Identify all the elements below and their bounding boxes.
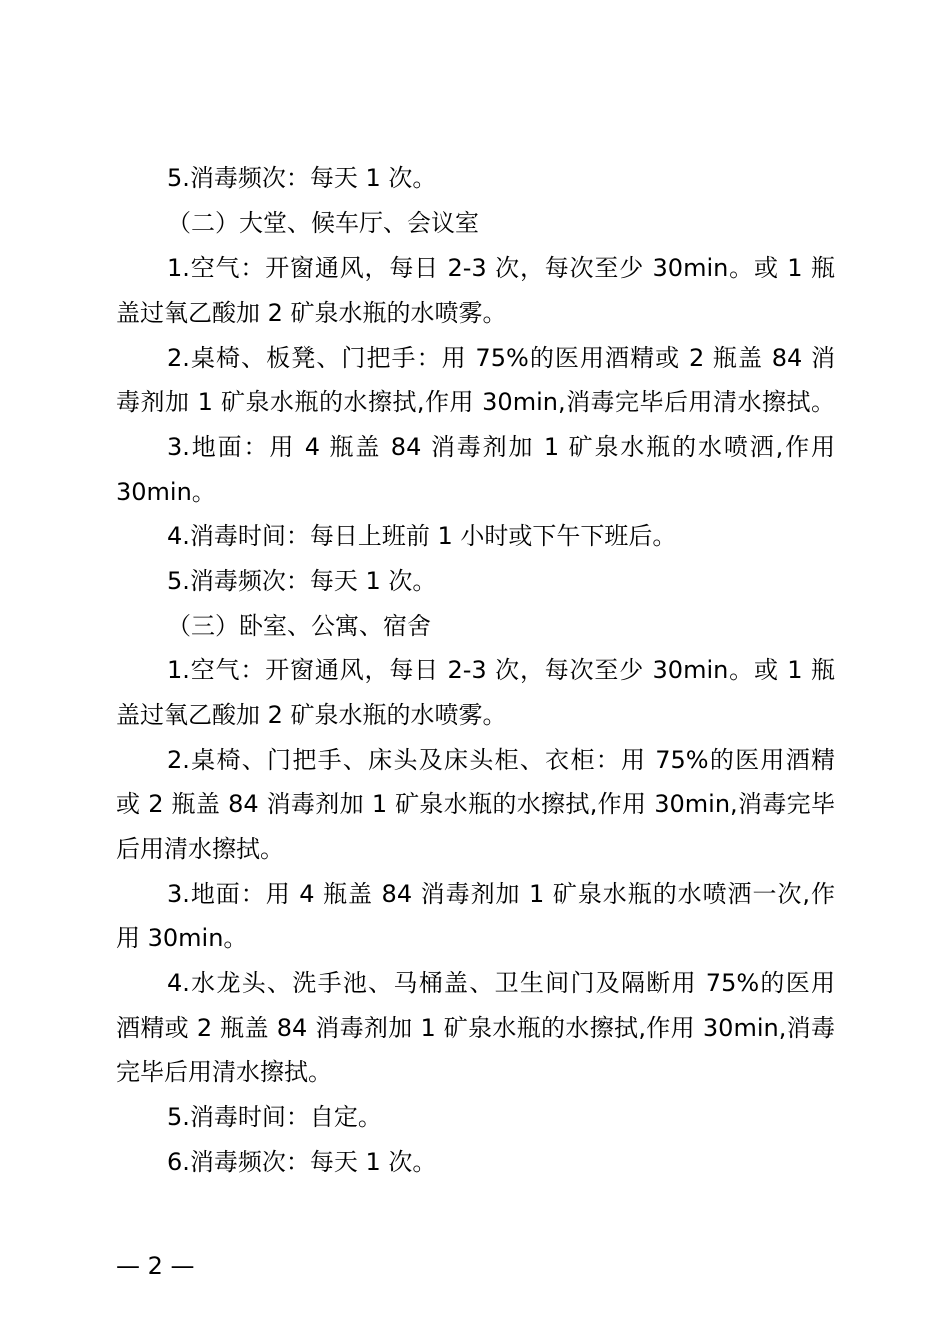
text-line: 盖过氧乙酸加 2 矿泉水瓶的水喷雾。 bbox=[116, 701, 507, 729]
text-line: 4.消毒时间：每日上班前 1 小时或下午下班后。 bbox=[167, 522, 677, 550]
text-line: 盖过氧乙酸加 2 矿泉水瓶的水喷雾。 bbox=[116, 299, 507, 327]
text-line: 1.空气：开窗通风，每日 2-3 次，每次至少 30min。或 1 瓶 bbox=[167, 254, 835, 282]
text-line: 3.地面：用 4 瓶盖 84 消毒剂加 1 矿泉水瓶的水喷洒,作用 bbox=[167, 433, 835, 461]
text-line: 毒剂加 1 矿泉水瓶的水擦拭,作用 30min,消毒完毕后用清水擦拭。 bbox=[116, 388, 835, 416]
page-number: — 2 — bbox=[116, 1252, 195, 1280]
text-line: 5.消毒频次：每天 1 次。 bbox=[167, 567, 437, 595]
text-line: 30min。 bbox=[116, 478, 216, 506]
text-line: 1.空气：开窗通风，每日 2-3 次，每次至少 30min。或 1 瓶 bbox=[167, 656, 835, 684]
text-line: 后用清水擦拭。 bbox=[116, 835, 284, 863]
section-heading: （三）卧室、公寓、宿舍 bbox=[167, 612, 431, 640]
text-line: 或 2 瓶盖 84 消毒剂加 1 矿泉水瓶的水擦拭,作用 30min,消毒完毕 bbox=[116, 790, 835, 818]
text-line: 6.消毒频次：每天 1 次。 bbox=[167, 1148, 437, 1176]
text-line: 用 30min。 bbox=[116, 924, 248, 952]
text-line: 2.桌椅、板凳、门把手：用 75%的医用酒精或 2 瓶盖 84 消 bbox=[167, 344, 835, 372]
text-line: 酒精或 2 瓶盖 84 消毒剂加 1 矿泉水瓶的水擦拭,作用 30min,消毒 bbox=[116, 1014, 835, 1042]
text-line: 3.地面：用 4 瓶盖 84 消毒剂加 1 矿泉水瓶的水喷洒一次,作 bbox=[167, 880, 835, 908]
text-line: 5.消毒频次：每天 1 次。 bbox=[167, 164, 437, 192]
text-line: 4.水龙头、洗手池、马桶盖、卫生间门及隔断用 75%的医用 bbox=[167, 969, 835, 997]
text-line: 5.消毒时间：自定。 bbox=[167, 1103, 382, 1131]
section-heading: （二）大堂、候车厅、会议室 bbox=[167, 209, 479, 237]
text-line: 完毕后用清水擦拭。 bbox=[116, 1058, 332, 1086]
text-line: 2.桌椅、门把手、床头及床头柜、衣柜：用 75%的医用酒精 bbox=[167, 746, 835, 774]
